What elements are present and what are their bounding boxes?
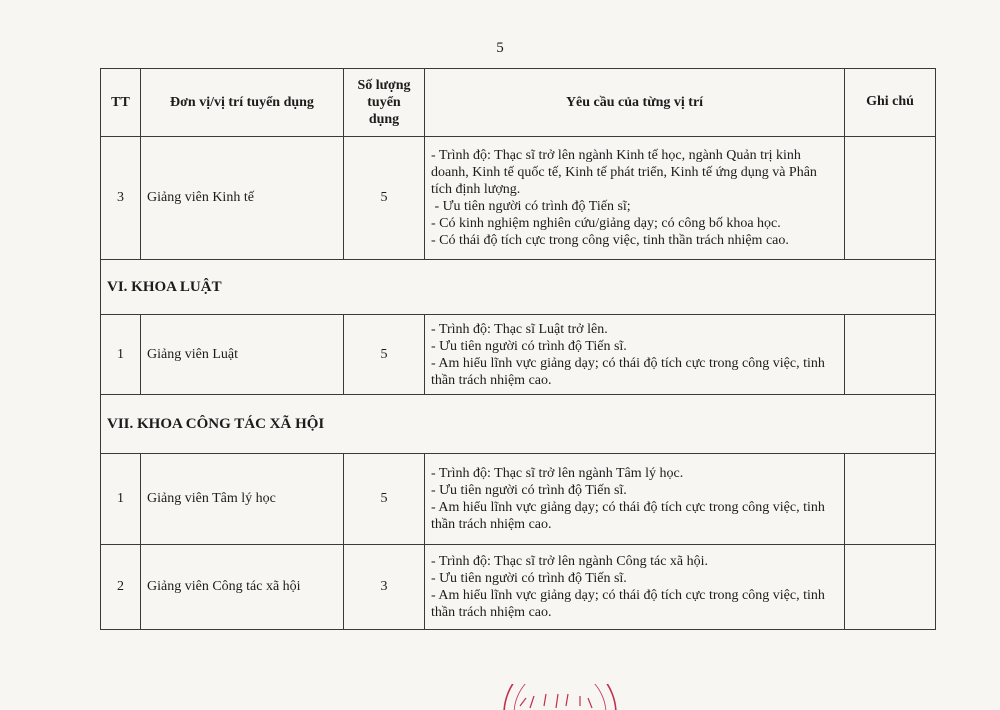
requirement-line: thần trách nhiệm cao. xyxy=(431,372,552,388)
header-notes: Ghi chú xyxy=(845,69,936,137)
table-row xyxy=(101,137,936,260)
header-quantity-line1: Số lượng xyxy=(357,78,411,93)
requirement-line: - Ưu tiên người có trình độ Tiến sĩ. xyxy=(431,338,627,354)
section-title: VII. KHOA CÔNG TÁC XÃ HỘI xyxy=(101,395,936,454)
table-row xyxy=(101,545,936,630)
section-title: VI. KHOA LUẬT xyxy=(101,260,936,315)
requirement-line: - Am hiểu lĩnh vực giảng dạy; có thái độ tích cực trong công việc, tinh xyxy=(431,588,825,603)
header-tt: TT xyxy=(101,69,141,137)
header-quantity-line3: dụng xyxy=(368,112,400,127)
official-stamp xyxy=(500,684,620,710)
requirement-line: - Am hiểu lĩnh vực giảng dạy; có thái độ tích cực trong công việc, tinh xyxy=(431,355,825,371)
header-quantity xyxy=(344,69,425,137)
row-requirements xyxy=(425,315,845,395)
row-position: Giảng viên Luật xyxy=(141,315,344,395)
requirement-line: - Ưu tiên người có trình độ Tiến sĩ; xyxy=(431,199,631,214)
recruitment-table xyxy=(100,68,936,630)
row-position: Giảng viên Tâm lý học xyxy=(141,454,344,545)
row-notes xyxy=(845,545,936,630)
requirement-line: thần trách nhiệm cao. xyxy=(431,517,552,532)
requirement-line: thần trách nhiệm cao. xyxy=(431,605,552,620)
requirement-line: - Ưu tiên người có trình độ Tiến sĩ. xyxy=(431,483,627,498)
row-notes xyxy=(845,454,936,545)
row-index: 2 xyxy=(101,545,141,630)
header-row xyxy=(101,69,936,137)
row-position: Giảng viên Công tác xã hội xyxy=(141,545,344,630)
header-quantity-line2: tuyển xyxy=(367,95,401,110)
requirement-line: tích định lượng. xyxy=(431,182,521,197)
requirement-line: doanh, Kinh tế quốc tế, Kinh tế phát triển, Kinh tế ứng dụng và Phân xyxy=(431,165,817,180)
requirement-line: - Trình độ: Thạc sĩ trở lên ngành Kinh tế học, ngành Quản trị kinh xyxy=(431,148,801,163)
row-position: Giảng viên Kinh tế xyxy=(141,137,344,260)
table-row xyxy=(101,315,936,395)
row-quantity: 5 xyxy=(344,454,425,545)
table-row xyxy=(101,454,936,545)
header-unit: Đơn vị/vị trí tuyển dụng xyxy=(141,69,344,137)
requirement-line: - Có thái độ tích cực trong công việc, tinh thần trách nhiệm cao. xyxy=(431,233,789,248)
row-requirements xyxy=(425,454,845,545)
row-requirements xyxy=(425,545,845,630)
row-notes xyxy=(845,137,936,260)
section-row xyxy=(101,260,936,315)
requirement-line: - Trình độ: Thạc sĩ Luật trở lên. xyxy=(431,321,608,337)
header-requirements: Yêu cầu của từng vị trí xyxy=(425,69,845,137)
requirement-line: - Trình độ: Thạc sĩ trở lên ngành Tâm lý học. xyxy=(431,466,684,481)
row-requirements xyxy=(425,137,845,260)
row-quantity: 5 xyxy=(344,137,425,260)
requirement-line: - Ưu tiên người có trình độ Tiến sĩ. xyxy=(431,571,627,586)
row-quantity: 3 xyxy=(344,545,425,630)
requirement-line: - Có kinh nghiệm nghiên cứu/giảng dạy; có công bố khoa học. xyxy=(431,216,781,231)
row-quantity: 5 xyxy=(344,315,425,395)
row-notes xyxy=(845,315,936,395)
row-index: 1 xyxy=(101,454,141,545)
section-row xyxy=(101,395,936,454)
page-number: 5 xyxy=(496,40,504,56)
row-index: 1 xyxy=(101,315,141,395)
requirement-line: - Am hiểu lĩnh vực giảng dạy; có thái độ tích cực trong công việc, tinh xyxy=(431,500,825,515)
row-index: 3 xyxy=(101,137,141,260)
requirement-line: - Trình độ: Thạc sĩ trở lên ngành Công tác xã hội. xyxy=(431,554,709,569)
